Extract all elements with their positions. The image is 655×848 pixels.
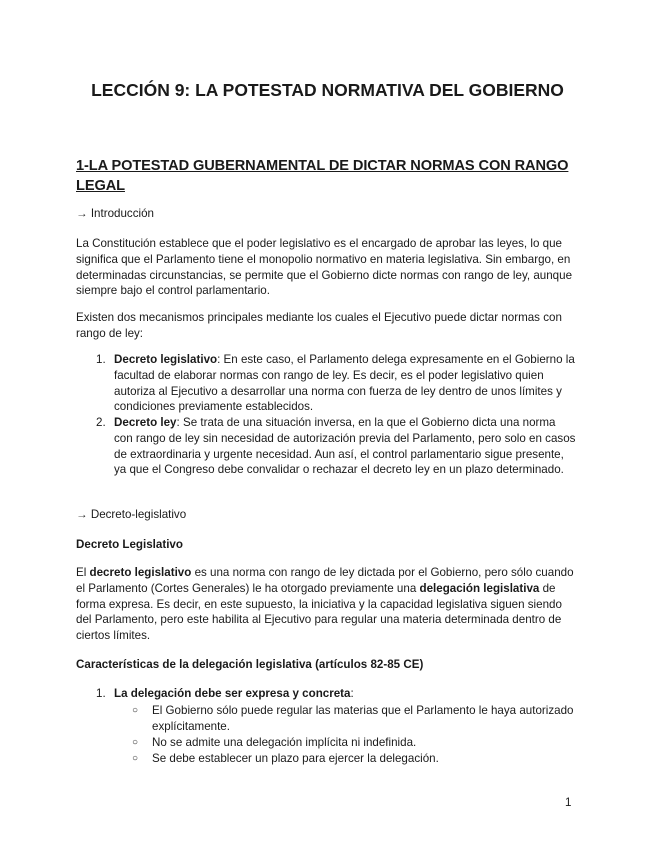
paragraph-mechanisms: Existen dos mecanismos principales mediante los cuales el Ejecutivo puede dictar normas con rango de ley: bbox=[76, 311, 562, 340]
intro-label: → Introducción bbox=[76, 207, 154, 220]
list-text: : En este caso, el Parlamento delega expresamente en el Gobierno la facultad de elaborar normas con rango de ley. Es decir, es el poder legislativo quien autoriza al Ejecutivo a desarrollar una norma con fuerza de ley dentro de unos límites y condiciones previamente establecidos. bbox=[114, 353, 575, 414]
bullet-text: El Gobierno sólo puede regular las materias que el Parlamento le haya autorizado explícitamente. bbox=[152, 704, 574, 733]
paragraph-intro: La Constitución establece que el poder legislativo es el encargado de aprobar las leyes, lo que significa que el Parlamento tiene el monopolio normativo en materia legislativa. Sin embargo, en determinadas circunstancias, se permite que el Gobierno dicte normas con rango de ley, aunque siempre bajo el control parlamentario. bbox=[76, 237, 573, 298]
text-run: es una norma con rango de ley dictada por el Gobierno, pero sólo cuando el Parlamento (Cortes Generales) le ha otorgado previamente una bbox=[76, 566, 574, 595]
list-text: : bbox=[350, 687, 354, 700]
list-number: 2. bbox=[96, 416, 106, 429]
page-title: LECCIÓN 9: LA POTESTAD NORMATIVA DEL GOBIERNO bbox=[91, 80, 564, 100]
bullet-circle-icon: ○ bbox=[132, 737, 139, 748]
sub-bullet bbox=[132, 751, 576, 767]
bullet-circle-icon: ○ bbox=[132, 753, 139, 764]
text-run: de forma expresa. Es decir, en este supuesto, la iniciativa y la capacidad legislativa siguen siendo del Parlamento, pero este habilita al Ejecutivo para regular una materia determinada dentro de ciertos límites. bbox=[76, 581, 562, 643]
sub-bullet bbox=[132, 735, 576, 751]
subheading-caracteristicas: Características de la delegación legislativa (artículos 82-85 CE) bbox=[76, 658, 424, 671]
list-item-decreto-ley bbox=[96, 415, 576, 478]
bullet-circle-icon: ○ bbox=[132, 705, 139, 716]
bullet-text: No se admite una delegación implícita ni indefinida. bbox=[152, 736, 417, 749]
list-term: Decreto legislativo bbox=[114, 353, 218, 366]
list-text: : Se trata de una situación inversa, en la que el Gobierno dicta una norma con rango de ley sin necesidad de autorización previa del Parlamento, pero solo en casos de extraordinaria y urgente necesidad. Aun así, el control parlamentario sigue presente, ya que el Congreso debe convalidar o rechazar el decreto ley en un plazo determinado. bbox=[114, 416, 576, 477]
sub-bullet bbox=[132, 703, 576, 735]
list-item-decreto-legislativo bbox=[96, 352, 576, 415]
subheading-decreto-legislativo: Decreto Legislativo bbox=[76, 538, 183, 551]
text-run: El bbox=[76, 566, 90, 579]
list-number: 1. bbox=[96, 687, 106, 700]
decreto-legislativo-label: → Decreto-legislativo bbox=[76, 508, 187, 521]
list-term: La delegación debe ser expresa y concreta bbox=[114, 687, 351, 700]
list-term: Decreto ley bbox=[114, 416, 177, 429]
bold-term: decreto legislativo bbox=[89, 566, 192, 579]
section-heading: 1-LA POTESTAD GUBERNAMENTAL DE DICTAR NORMAS CON RANGO LEGAL bbox=[76, 158, 569, 194]
page-number: 1 bbox=[565, 796, 572, 809]
list-number: 1. bbox=[96, 353, 106, 366]
bullet-text: Se debe establecer un plazo para ejercer la delegación. bbox=[152, 752, 439, 765]
list-item-delegacion bbox=[96, 686, 576, 702]
paragraph-decreto-legislativo bbox=[76, 565, 576, 644]
bold-term: delegación legislativa bbox=[419, 581, 540, 595]
